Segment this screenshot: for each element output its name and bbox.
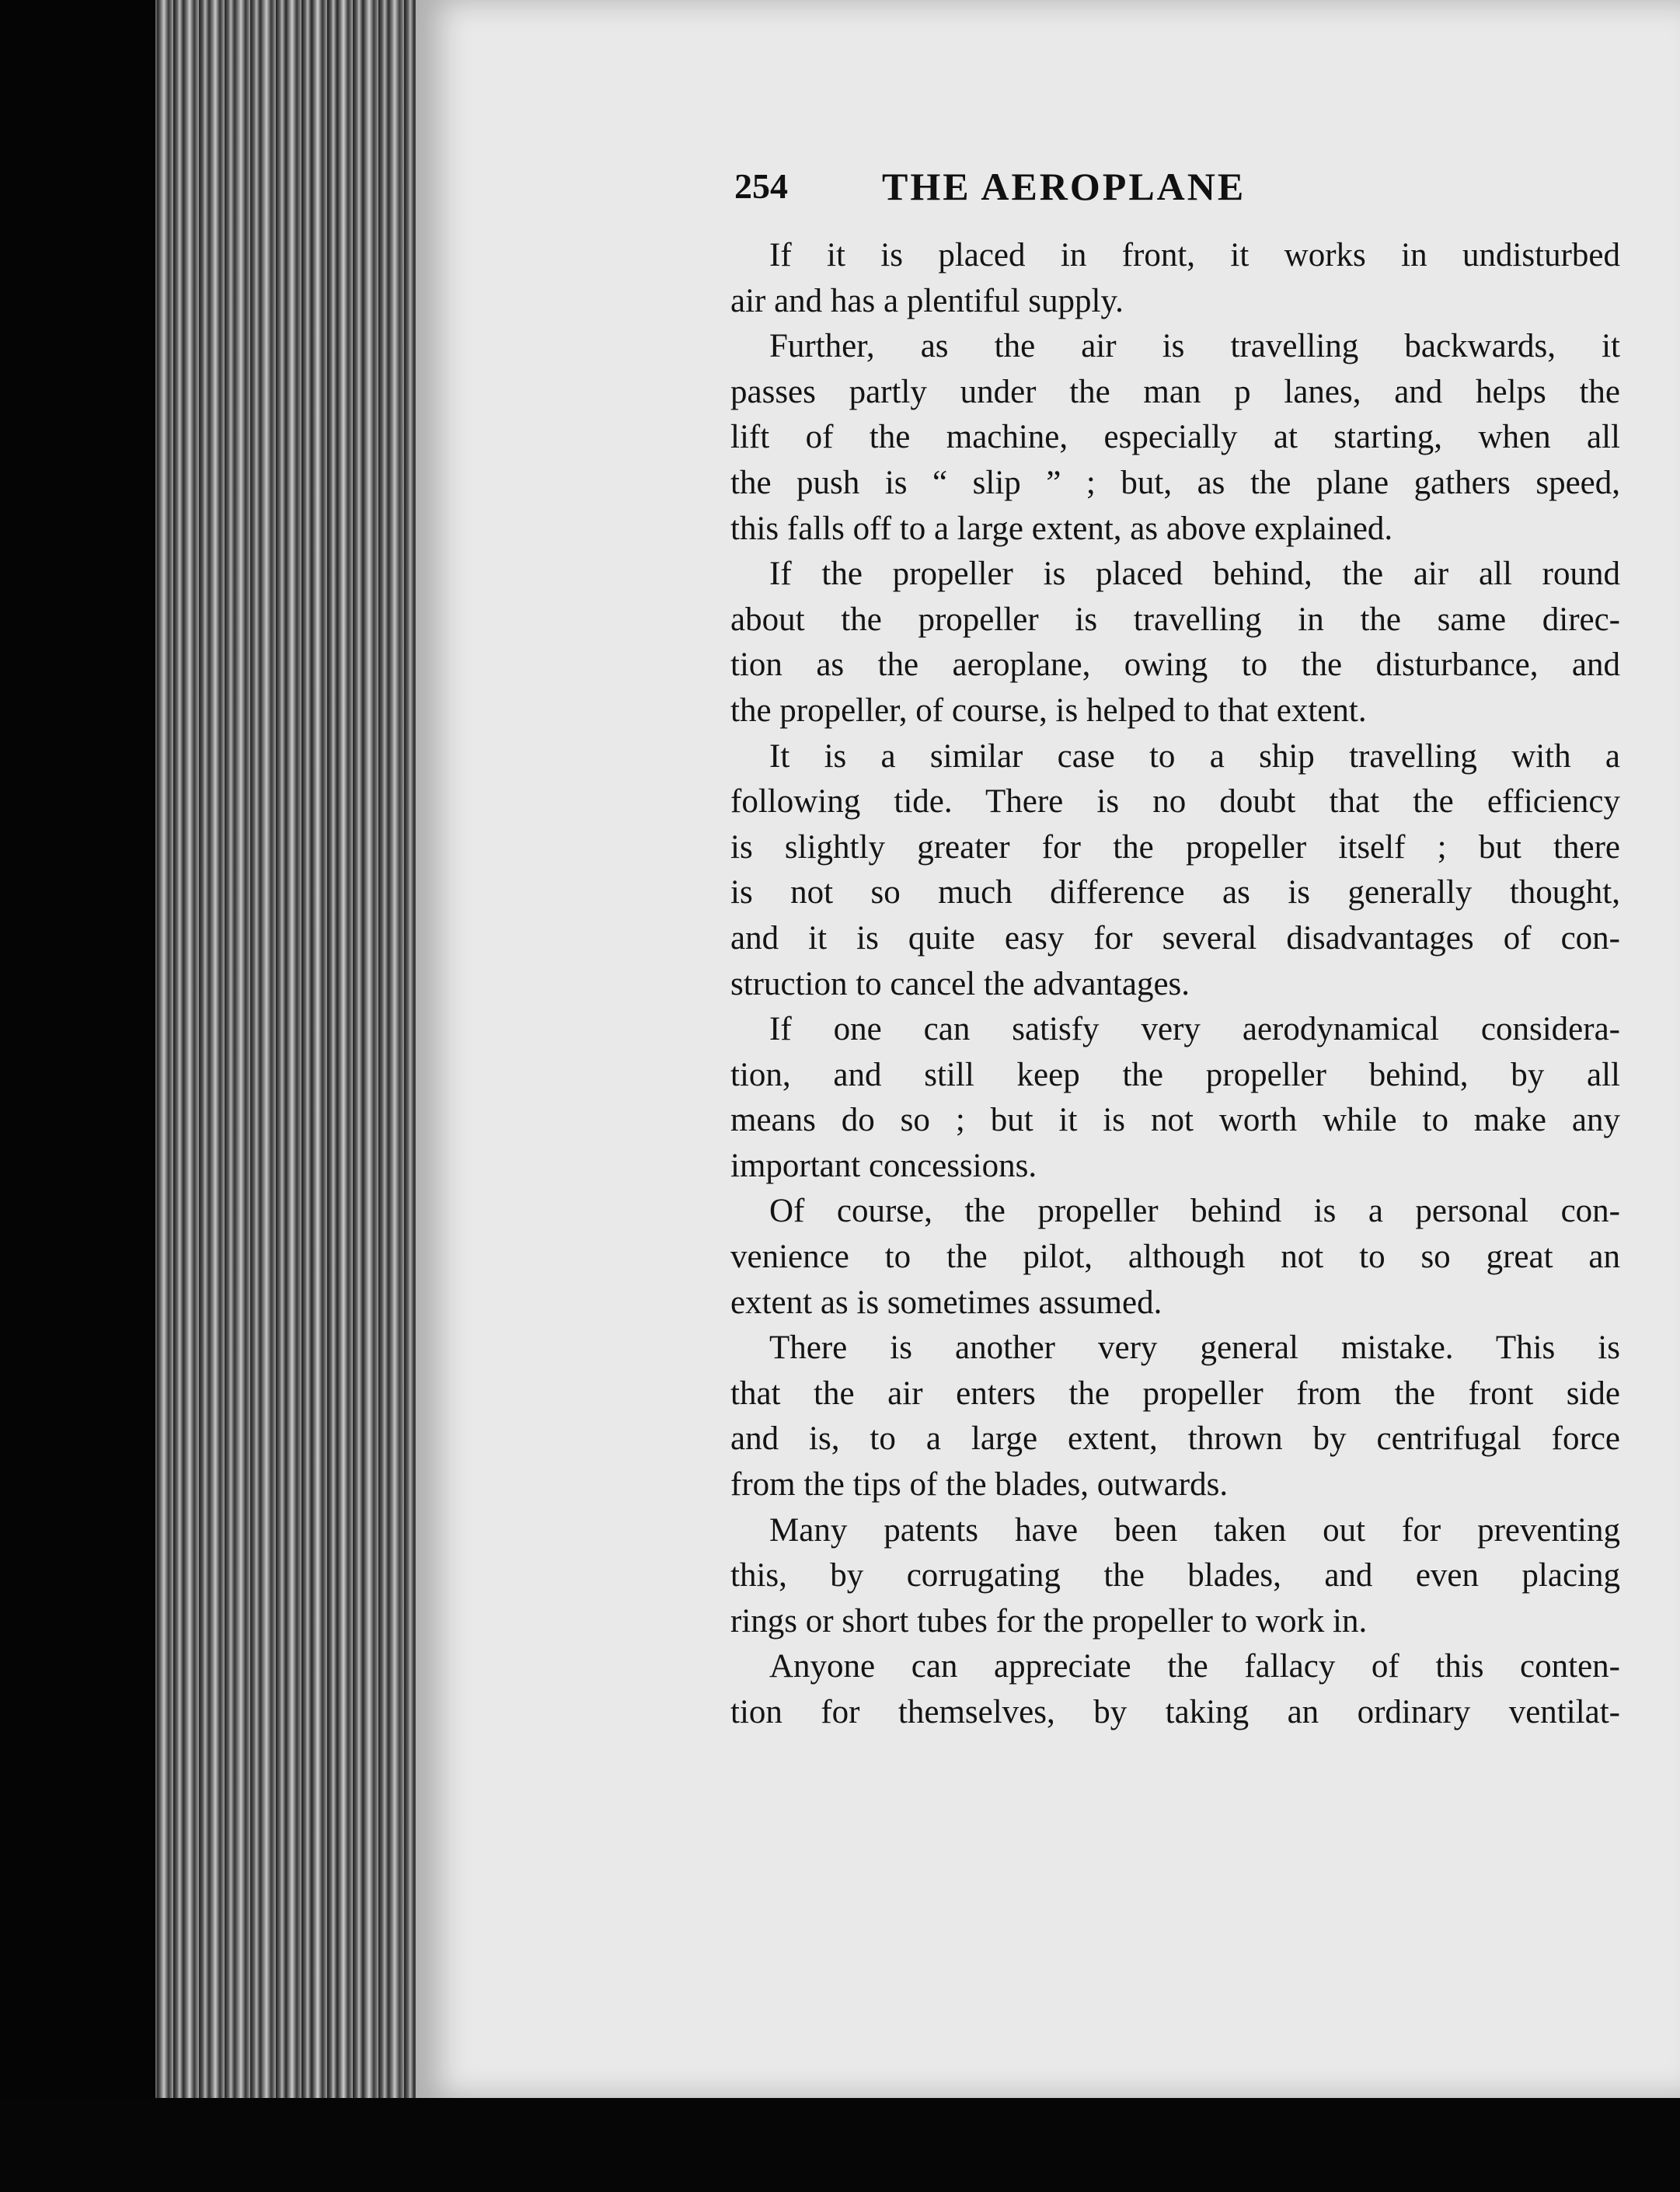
text-line: struction to cancel the advantages. <box>730 965 1190 1002</box>
text-line: If the propeller is placed behind, the air all round <box>769 556 1620 593</box>
text-line: If one can satisfy very aerodynamical considera- <box>769 1011 1620 1048</box>
text-line: is slightly greater for the propeller itself ; but there <box>730 828 1620 866</box>
text-line: air and has a plentiful supply. <box>730 282 1124 319</box>
text-line: rings or short tubes for the propeller to work in. <box>730 1602 1368 1640</box>
text-line: tion for themselves, by taking an ordinary ventilat- <box>730 1694 1620 1730</box>
text-line: this falls off to a large extent, as above explained. <box>730 510 1393 547</box>
text-line: It is a similar case to a ship travelling with a <box>769 737 1620 775</box>
text-line: There is another very general mistake. This is <box>769 1329 1620 1367</box>
text-line: venience to the pilot, although not to so great an <box>730 1239 1620 1276</box>
text-line: passes partly under the man p lanes, and helps the <box>730 373 1620 410</box>
text-line: tion as the aeroplane, owing to the disturbance, and <box>730 646 1620 684</box>
body-text <box>730 233 1620 1736</box>
text-line: extent as is sometimes assumed. <box>730 1284 1162 1321</box>
text-line: is not so much difference as is generally thought, <box>730 874 1620 911</box>
scan-bottom-edge <box>0 2098 1680 2192</box>
text-line: from the tips of the blades, outwards. <box>730 1466 1229 1504</box>
text-line: about the propeller is travelling in the same direc- <box>730 601 1620 638</box>
text-line: Of course, the propeller behind is a personal con- <box>769 1193 1620 1230</box>
text-line: tion, and still keep the propeller behind, by all <box>730 1056 1620 1093</box>
page-edges <box>148 0 420 2098</box>
text-line: important concessions. <box>730 1147 1037 1184</box>
spine-shadow <box>0 0 155 2192</box>
page-header <box>734 159 1620 214</box>
text-line: following tide. There is no doubt that the efficiency <box>730 783 1620 821</box>
text-line: lift of the machine, especially at starting, when all <box>730 419 1620 456</box>
text-line: means do so ; but it is not worth while to make any <box>730 1102 1620 1139</box>
text-line: the push is “ slip ” ; but, as the plane gathers speed, <box>730 464 1620 501</box>
text-line: this, by corrugating the blades, and even placing <box>730 1557 1620 1594</box>
text-line: and it is quite easy for several disadvantages of con- <box>730 919 1620 957</box>
text-line: Many patents have been taken out for preventing <box>769 1511 1620 1549</box>
text-line: Anyone can appreciate the fallacy of this conten- <box>769 1648 1620 1685</box>
running-title: THE AEROPLANE <box>882 165 1246 208</box>
text-line: Further, as the air is travelling backwards, it <box>769 328 1620 365</box>
text-line: and is, to a large extent, thrown by centrifugal force <box>730 1420 1620 1458</box>
text-line: If it is placed in front, it works in undisturbed <box>769 237 1620 274</box>
page-number: 254 <box>734 166 788 206</box>
text-line: that the air enters the propeller from the front side <box>730 1375 1620 1412</box>
text-line: the propeller, of course, is helped to that extent. <box>730 692 1367 729</box>
